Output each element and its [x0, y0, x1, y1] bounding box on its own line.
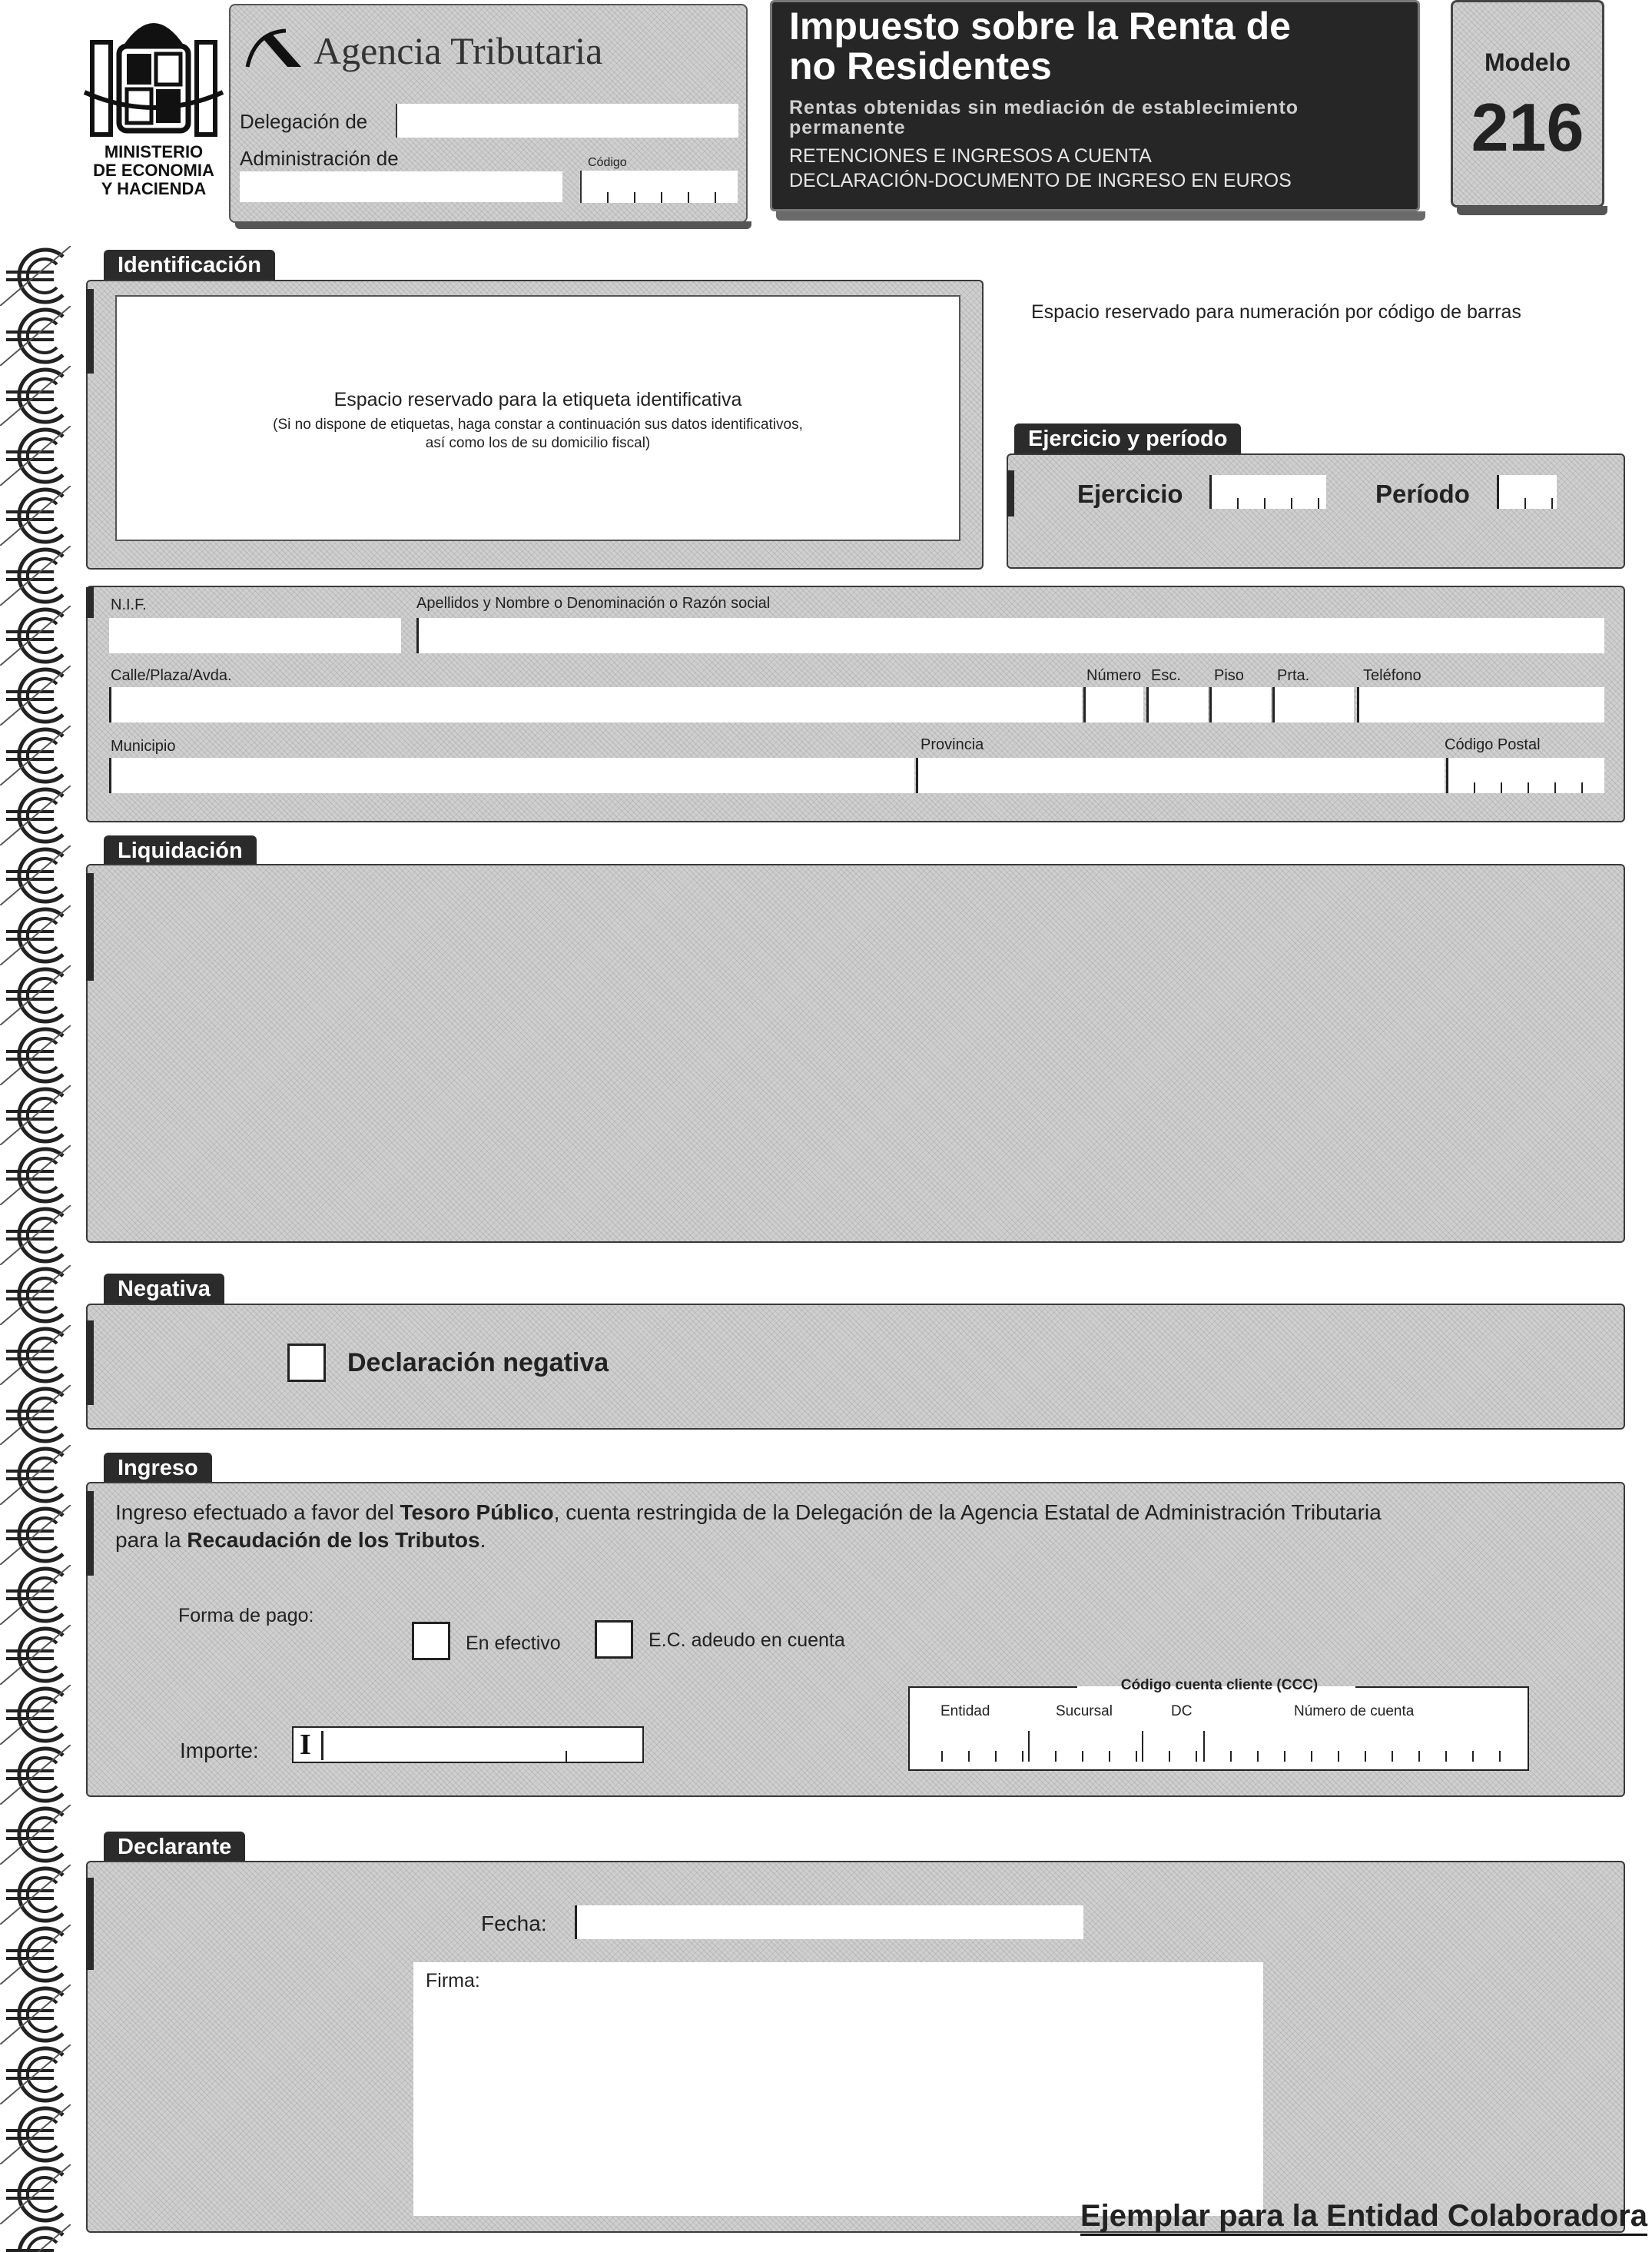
euro-pattern-strip: [0, 246, 71, 2252]
administracion-input[interactable]: [240, 171, 562, 202]
ccc-numero-input[interactable]: [1203, 1731, 1523, 1762]
agency-panel: [229, 4, 748, 223]
ejercicio-input[interactable]: [1209, 475, 1326, 509]
numero-input[interactable]: [1083, 687, 1143, 722]
cp-input[interactable]: [1446, 758, 1604, 793]
periodo-label: Período: [1375, 480, 1470, 508]
title-panel-shadow: [776, 211, 1425, 221]
codigo-input[interactable]: [580, 171, 738, 203]
ejercicio-label: Ejercicio: [1077, 480, 1183, 508]
numero-label: Número: [1086, 667, 1142, 684]
importe-input[interactable]: [292, 1726, 644, 1763]
nif-input[interactable]: [109, 618, 401, 653]
forma-pago-label: Forma de pago:: [178, 1605, 314, 1626]
panel-edge: [86, 1320, 94, 1405]
ccc-entidad-label: Entidad: [940, 1703, 990, 1719]
fecha-input[interactable]: [575, 1905, 1083, 1939]
importe-prefix: I: [300, 1729, 311, 1761]
label-space-title: Espacio reservado para la etiqueta identificativa: [333, 389, 742, 410]
ingreso-panel: [86, 1482, 1625, 1797]
panel-edge: [1007, 470, 1014, 516]
coat-of-arms-icon: [77, 0, 231, 142]
ccc-sucursal-input[interactable]: [1028, 1731, 1139, 1762]
tab-liquidacion: Liquidación: [104, 835, 257, 868]
administracion-label: Administración de: [240, 147, 399, 170]
declaracion-negativa-checkbox[interactable]: [287, 1344, 326, 1382]
piso-label: Piso: [1214, 667, 1244, 684]
ccc-sucursal-label: Sucursal: [1056, 1703, 1113, 1719]
importe-label: Importe:: [180, 1739, 259, 1762]
adeudo-label: E.C. adeudo en cuenta: [649, 1629, 845, 1651]
tab-identificacion: Identificación: [104, 250, 275, 282]
tab-ejercicio: Ejercicio y período: [1014, 423, 1241, 456]
cp-label: Código Postal: [1445, 736, 1541, 753]
label-space-note1: (Si no dispone de etiquetas, haga constar a continuación sus datos identificativos,: [273, 417, 803, 433]
tab-ingreso: Ingreso: [104, 1453, 212, 1485]
telefono-label: Teléfono: [1363, 667, 1421, 684]
nombre-label: Apellidos y Nombre o Denominación o Razón social: [416, 595, 771, 612]
municipio-input[interactable]: [109, 758, 914, 793]
declaracion-negativa-label: Declaración negativa: [347, 1348, 609, 1377]
importe-decimal-tick: [566, 1751, 567, 1762]
ccc-dc-input[interactable]: [1142, 1731, 1200, 1762]
panel-edge: [86, 289, 94, 374]
modelo-number: 216: [1471, 89, 1584, 165]
euro-pattern-icon: [0, 246, 71, 2252]
subtitle-line4: DECLARACIÓN-DOCUMENTO DE INGRESO EN EUROS: [789, 170, 1292, 191]
fecha-label: Fecha:: [481, 1912, 547, 1935]
modelo-panel-shadow: [1457, 206, 1607, 215]
identificacion-panel: [86, 280, 984, 570]
ccc-box: [908, 1677, 1529, 1771]
label-space-note2: así como los de su domicilio fiscal): [425, 435, 651, 451]
agency-name: Agencia Tributaria: [313, 29, 603, 72]
efectivo-label: En efectivo: [466, 1633, 561, 1654]
esc-input[interactable]: [1146, 687, 1208, 722]
panel-edge: [86, 1878, 94, 1970]
panel-edge: [86, 873, 94, 981]
adeudo-checkbox[interactable]: [595, 1620, 633, 1659]
firma-area[interactable]: [413, 1962, 1263, 2216]
ccc-title: Código cuenta cliente (CCC): [1120, 1677, 1319, 1693]
datos-panel: [86, 586, 1625, 822]
calle-label: Calle/Plaza/Avda.: [111, 667, 232, 684]
ingreso-text-line2: para la Recaudación de los Tributos.: [115, 1528, 486, 1552]
piso-input[interactable]: [1209, 687, 1271, 722]
importe-prefix-divider: [321, 1731, 323, 1760]
efectivo-checkbox[interactable]: [412, 1622, 450, 1660]
delegacion-input[interactable]: [396, 104, 738, 138]
ejemplar-title: Ejemplar para la Entidad Colaboradora: [1080, 2198, 1647, 2236]
firma-label: Firma:: [426, 1970, 480, 1991]
codigo-label: Código: [588, 156, 627, 169]
negativa-panel: [86, 1304, 1625, 1430]
declarante-panel: [86, 1861, 1625, 2233]
ministry-logo: [77, 0, 231, 215]
tab-negativa: Negativa: [104, 1274, 224, 1306]
ccc-numero-cuenta-label: Número de cuenta: [1294, 1703, 1415, 1719]
modelo-label: Modelo: [1484, 48, 1571, 76]
title-line2: no Residentes: [789, 45, 1052, 88]
nif-label: N.I.F.: [111, 596, 147, 613]
modelo-panel: [1451, 0, 1604, 208]
ccc-entidad-input[interactable]: [916, 1731, 1027, 1762]
panel-edge: [86, 587, 94, 618]
prta-label: Prta.: [1277, 667, 1310, 684]
esc-label: Esc.: [1151, 667, 1181, 684]
title-line1: Impuesto sobre la Renta de: [789, 5, 1291, 48]
tab-declarante: Declarante: [104, 1832, 245, 1864]
nombre-input[interactable]: [416, 618, 1604, 653]
delegacion-label: Delegación de: [240, 110, 368, 133]
subtitle-line3: RETENCIONES E INGRESOS A CUENTA: [789, 145, 1152, 167]
periodo-input[interactable]: [1497, 475, 1557, 509]
municipio-label: Municipio: [111, 738, 176, 755]
title-panel: [770, 0, 1420, 211]
prta-input[interactable]: [1272, 687, 1354, 722]
ministry-name: MINISTERIO DE ECONOMIA Y HACIENDA: [93, 142, 214, 198]
ingreso-text-line1: Ingreso efectuado a favor del Tesoro Público, cuenta restringida de la Delegación de la Agencia Estatal de Administración Tributaria: [115, 1500, 1382, 1524]
ejercicio-panel: [1007, 453, 1625, 569]
panel-edge: [86, 1491, 94, 1576]
provincia-label: Provincia: [921, 736, 984, 753]
telefono-input[interactable]: [1357, 687, 1604, 722]
liquidacion-panel: [86, 864, 1625, 1243]
barcode-space: Espacio reservado para numeración por código de barras: [1031, 301, 1521, 323]
subtitle: Rentas obtenidas sin mediación de establecimiento permanente: [789, 97, 1299, 138]
calle-input[interactable]: [109, 687, 1082, 722]
label-area[interactable]: [115, 295, 960, 541]
provincia-input[interactable]: [916, 758, 1445, 793]
agency-logo-icon: [240, 25, 309, 71]
ccc-dc-label: DC: [1171, 1703, 1193, 1719]
agency-panel-shadow: [235, 221, 751, 229]
